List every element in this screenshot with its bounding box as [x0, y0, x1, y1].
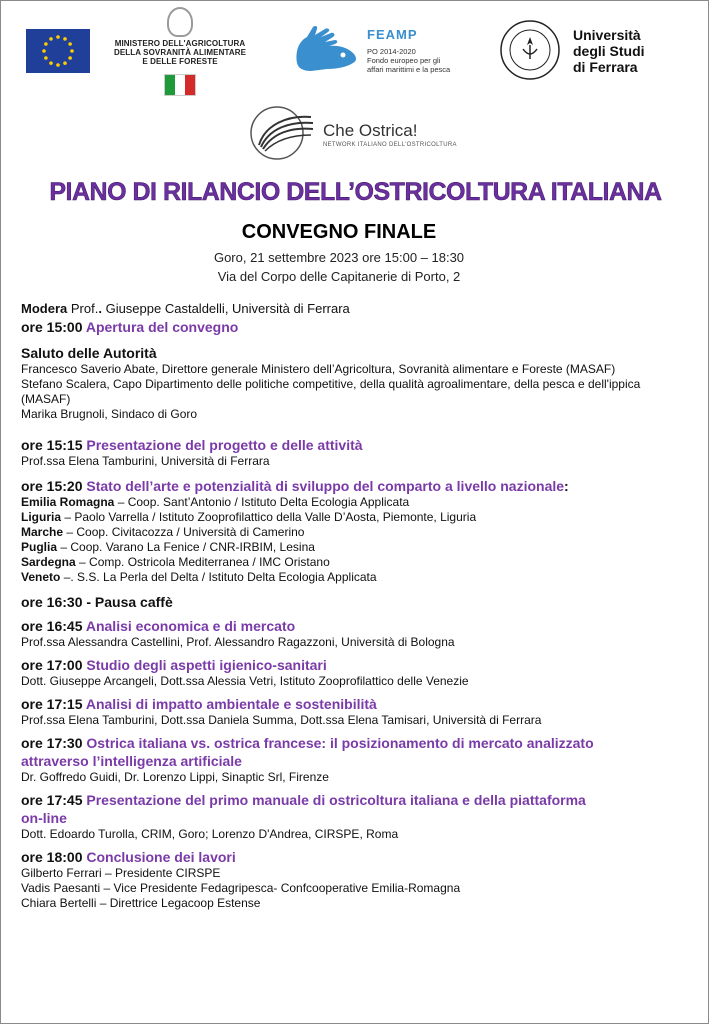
session-speakers: Dott. Giuseppe Arcangeli, Dott.ssa Alessia Vetri, Istituto Zooprofilattico delle Venezie [21, 674, 469, 688]
ministry-line-1: MINISTERO DELL'AGRICOLTURA [114, 39, 246, 48]
feamp-name: FEAMP [367, 27, 418, 42]
authority-line: Marika Brugnoli, Sindaco di Goro [21, 407, 198, 421]
che-ostrica-name: Che Ostrica! [323, 121, 418, 140]
session-ai-market [21, 734, 701, 752]
eu-star [70, 49, 74, 53]
che-ostrica-oyster-icon [247, 105, 319, 161]
italy-flag-icon [164, 74, 196, 96]
session-time: ore 15:15 [21, 437, 83, 453]
region-name: Marche [21, 525, 64, 539]
eu-star [42, 49, 46, 53]
event-address: Via del Corpo delle Capitanerie di Porto, 2 [217, 269, 461, 284]
region-name: Puglia [21, 540, 58, 554]
authority-line: (MASAF) [21, 392, 71, 406]
session-title-cont: attraverso l’intelligenza artificiale [21, 753, 242, 769]
moderator-label: Modera [21, 301, 68, 316]
italian-republic-emblem-icon [167, 7, 193, 37]
conclusion-line: Vadis Paesanti – Vice Presidente Fedagripesca- Confcooperative Emilia-Romagna [21, 881, 461, 895]
conclusion-line: Gilberto Ferrari – Presidente CIRSPE [21, 866, 221, 880]
region-text: – Paolo Varrella / Istituto Zooprofilattico della Valle D’Aosta, Piemonte, Liguria [61, 510, 477, 524]
program [21, 301, 701, 911]
region-name: Veneto [21, 570, 61, 584]
session-title: Ostrica italiana vs. ostrica francese: il posizionamento di mercato analizzato [86, 735, 594, 751]
eu-flag-icon [26, 29, 90, 73]
session-opening [21, 318, 701, 336]
che-ostrica-subtitle: NETWORK ITALIANO DELL'OSTRICOLTURA [323, 142, 457, 148]
session-project [21, 436, 701, 454]
session-speakers: Dr. Goffredo Guidi, Dr. Lorenzo Lippi, Sinaptic Srl, Firenze [21, 770, 329, 784]
session-title: Analisi economica e di mercato [85, 618, 296, 634]
region-name: Liguria [21, 510, 62, 524]
logo-bar [1, 1, 709, 101]
event-date-time: Goro, 21 settembre 2023 ore 15:00 – 18:30 [213, 250, 465, 265]
session-title: Presentazione del primo manuale di ostricoltura italiana e della piattaforma [86, 792, 586, 808]
eu-star [63, 61, 67, 65]
region-line [21, 510, 701, 525]
eu-star [56, 35, 60, 39]
eu-star [63, 37, 67, 41]
unife-name [573, 27, 645, 75]
moderator-name: Giuseppe Castaldelli, Università di Ferrara [105, 301, 350, 316]
session-conclusion [21, 848, 701, 866]
feamp-sub-line-1: PO 2014-2020 [367, 47, 416, 56]
session-speakers: Prof.ssa Elena Tamburini, Università di Ferrara [21, 454, 270, 468]
region-text: –. S.S. La Perla del Delta / Istituto Delta Ecologia Applicata [60, 570, 377, 584]
ministry-line-3: E DELLE FORESTE [142, 57, 218, 66]
moderator: Modera Prof.. Giuseppe Castaldelli, Università di Ferrara [21, 301, 350, 316]
session-time: ore 15:20 [21, 478, 83, 494]
region-line [21, 525, 701, 540]
session-title-colon: : [564, 478, 569, 494]
eu-star [56, 63, 60, 67]
eu-star [68, 42, 72, 46]
page-title: PIANO DI RILANCIO DELL’OSTRICOLTURA ITALIANA [49, 178, 662, 206]
session-economics [21, 617, 701, 635]
session-time: ore 17:15 [21, 696, 83, 712]
unife-seal-icon [499, 19, 561, 81]
unife-name-line-1: Università [573, 27, 641, 43]
feamp-subtitle [367, 47, 467, 74]
session-title: Conclusione dei lavori [86, 849, 236, 865]
session-state-of-art [21, 477, 701, 495]
session-time: ore 17:00 [21, 657, 83, 673]
session-title: Studio degli aspetti igienico-sanitari [86, 657, 327, 673]
region-line [21, 540, 701, 555]
session-title: Stato dell’arte e potenzialità di sviluppo del comparto a livello nazionale [86, 478, 565, 494]
session-time: ore 17:30 [21, 735, 83, 751]
unife-name-line-3: di Ferrara [573, 59, 638, 75]
authorities-heading: Saluto delle Autorità [21, 345, 157, 361]
region-name: Emilia Romagna [21, 495, 115, 509]
feamp-fish-hand-icon [291, 23, 363, 79]
session-environment [21, 695, 701, 713]
region-text: – Comp. Ostricola Mediterranea / IMC Oristano [75, 555, 330, 569]
authority-line: Stefano Scalera, Capo Dipartimento delle politiche competitive, della qualità agroalimentare, della pesca e dell'ippica [21, 377, 641, 391]
ministry-line-2: DELLA SOVRANITÀ ALIMENTARE [113, 48, 247, 57]
session-time: ore 18:00 [21, 849, 83, 865]
eu-star [49, 37, 53, 41]
region-name: Sardegna [21, 555, 76, 569]
region-text: – Coop. Sant’Antonio / Istituto Delta Ecologia Applicata [114, 495, 410, 509]
session-manual [21, 791, 701, 809]
unife-name-line-2: degli Studi [573, 43, 645, 59]
session-speakers: Prof.ssa Alessandra Castellini, Prof. Alessandro Ragazzoni, Università di Bologna [21, 635, 455, 649]
eu-star [44, 56, 48, 60]
session-time: ore 15:00 [21, 319, 83, 335]
moderator-title: Prof. [70, 301, 99, 316]
region-line [21, 555, 701, 570]
region-text: – Coop. Civitacozza / Università di Camerino [63, 525, 305, 539]
region-line [21, 570, 701, 585]
eu-star [49, 61, 53, 65]
region-line [21, 495, 701, 510]
session-time: ore 17:45 [21, 792, 83, 808]
session-hygiene [21, 656, 701, 674]
che-ostrica-logo [247, 105, 477, 161]
feamp-sub-line-2: Fondo europeo per gli [367, 56, 441, 65]
session-title: Apertura del convegno [85, 319, 239, 335]
region-text: – Coop. Varano La Fenice / CNR-IRBIM, Lesina [57, 540, 315, 554]
session-title: Presentazione del progetto e delle attività [86, 437, 363, 453]
feamp-sub-line-3: affari marittimi e la pesca [367, 65, 451, 74]
eu-star [44, 42, 48, 46]
session-coffee-break: ore 16:30 - Pausa caffè [21, 594, 173, 610]
session-speakers: Dott. Edoardo Turolla, CRIM, Goro; Lorenzo D'Andrea, CIRSPE, Roma [21, 827, 399, 841]
session-title: Analisi di impatto ambientale e sostenibilità [85, 696, 377, 712]
session-title-cont: on-line [21, 810, 67, 826]
conclusion-line: Chiara Bertelli – Direttrice Legacoop Estense [21, 896, 261, 910]
unife-logo [499, 19, 699, 79]
ministry-logo [101, 7, 259, 96]
feamp-logo [291, 23, 461, 83]
page-subtitle: CONVEGNO FINALE [241, 221, 437, 243]
session-time: ore 16:45 [21, 618, 83, 634]
eu-star [68, 56, 72, 60]
session-speakers: Prof.ssa Elena Tamburini, Dott.ssa Daniela Summa, Dott.ssa Elena Tamisari, Università di Ferrara [21, 713, 542, 727]
authority-line: Francesco Saverio Abate, Direttore generale Ministero dell’Agricoltura, Sovranità alimentare e Foreste (MASAF) [21, 362, 616, 376]
